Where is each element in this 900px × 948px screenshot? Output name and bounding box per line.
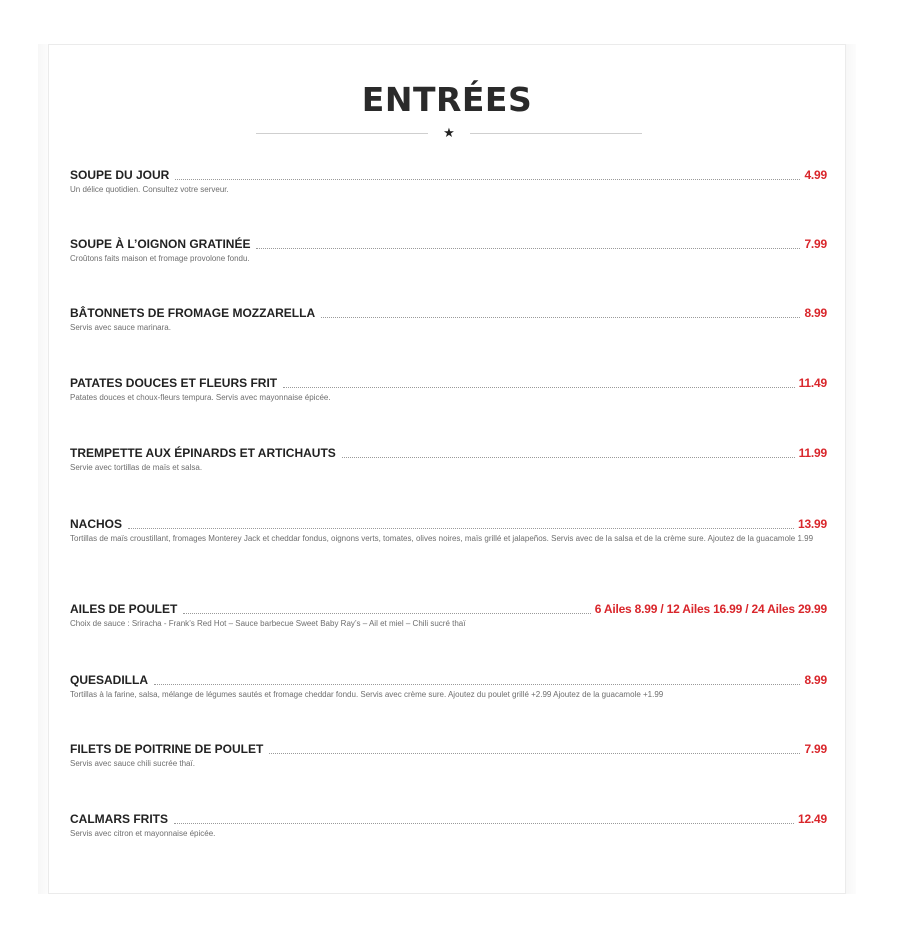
menu-item-row	[70, 600, 827, 616]
menu-item-row	[70, 374, 827, 390]
dotted-leader	[128, 527, 794, 529]
menu-item-description: Servie avec tortillas de maïs et salsa.	[70, 463, 203, 472]
menu-item-row	[70, 444, 827, 460]
menu-item-name: NACHOS	[70, 517, 123, 531]
menu-item-price: 11.49	[798, 376, 827, 390]
menu-item-description: Un délice quotidien. Consultez votre serveur.	[70, 185, 229, 194]
menu-item	[70, 740, 827, 770]
dotted-leader	[174, 822, 794, 824]
menu-item-description: Patates douces et choux-fleurs tempura. Servis avec mayonnaise épicée.	[70, 393, 331, 402]
menu-item-description: Servis avec sauce chili sucrée thaï.	[70, 759, 195, 768]
star-icon: ★	[443, 125, 455, 140]
menu-item-name: BÂTONNETS DE FROMAGE MOZZARELLA	[70, 306, 316, 320]
menu-item-price: 7.99	[804, 742, 827, 756]
menu-item-row	[70, 810, 827, 826]
dotted-leader	[154, 683, 800, 685]
menu-item-row	[70, 166, 827, 182]
menu-item	[70, 166, 827, 196]
menu-item-name: QUESADILLA	[70, 673, 148, 687]
menu-card	[48, 44, 846, 894]
menu-item-name: AILES DE POULET	[70, 602, 178, 616]
menu-item-name: SOUPE DU JOUR	[70, 168, 170, 182]
menu-item-description: Servis avec citron et mayonnaise épicée.	[70, 829, 216, 838]
menu-item-price: 11.99	[798, 446, 827, 460]
menu-item-row	[70, 304, 827, 320]
menu-item-name: SOUPE À L’OIGNON GRATINÉE	[70, 237, 251, 251]
page-edge-left	[38, 44, 48, 894]
menu-item-price: 12.49	[797, 812, 827, 826]
menu-item-description: Croûtons faits maison et fromage provolone fondu.	[70, 254, 250, 263]
menu-item-row	[70, 515, 827, 531]
menu-item-name: CALMARS FRITS	[70, 812, 168, 826]
menu-item-description: Servis avec sauce marinara.	[70, 323, 171, 332]
dotted-leader	[321, 316, 800, 318]
divider-line-right	[470, 133, 642, 134]
dotted-leader	[342, 456, 795, 458]
menu-item-name: TREMPETTE AUX ÉPINARDS ET ARTICHAUTS	[70, 446, 336, 460]
menu-item-price: 4.99	[804, 168, 827, 182]
menu-item-row	[70, 740, 827, 756]
menu-item	[70, 444, 827, 474]
dotted-leader	[269, 752, 800, 754]
page-edge-right	[846, 44, 856, 894]
dotted-leader	[283, 386, 795, 388]
menu-item	[70, 235, 827, 265]
menu-item-price: 8.99	[804, 306, 827, 320]
menu-item-price: 8.99	[804, 673, 827, 687]
menu-item	[70, 304, 827, 334]
dotted-leader	[183, 612, 590, 614]
menu-item-name: PATATES DOUCES ET FLEURS FRIT	[70, 376, 278, 390]
menu-item	[70, 671, 827, 701]
menu-item	[70, 374, 827, 404]
dotted-leader	[256, 247, 800, 249]
menu-item-description: Tortillas de maïs croustillant, fromages Monterey Jack et cheddar fondus, oignons verts, tomates, olives noires, maïs grillé et jalapeños. Servis avec de la salsa et de la crème sure. Ajoutez de la guacamole 1.99	[70, 534, 814, 543]
menu-item-price: 6 Ailes 8.99 / 12 Ailes 16.99 / 24 Ailes 29.99	[594, 602, 827, 616]
menu-item-price: 7.99	[804, 237, 827, 251]
page-title: ENTRÉES	[361, 80, 533, 119]
divider-line-left	[256, 133, 428, 134]
menu-item-row	[70, 235, 827, 251]
menu-item	[70, 600, 827, 630]
menu-item	[70, 515, 827, 545]
dotted-leader	[175, 178, 800, 180]
menu-item	[70, 810, 827, 840]
menu-item-description: Tortillas à la farine, salsa, mélange de légumes sautés et fromage cheddar fondu. Servis avec crème sure. Ajoutez du poulet grillé +2.99 Ajoutez de la guacamole +1.99	[70, 690, 664, 699]
menu-item-row	[70, 671, 827, 687]
menu-item-name: FILETS DE POITRINE DE POULET	[70, 742, 264, 756]
menu-item-price: 13.99	[797, 517, 827, 531]
title-divider	[256, 125, 642, 141]
menu-item-description: Choix de sauce : Sriracha - Frank’s Red Hot – Sauce barbecue Sweet Baby Ray’s – Ail et miel – Chili sucré thaï	[70, 619, 466, 628]
